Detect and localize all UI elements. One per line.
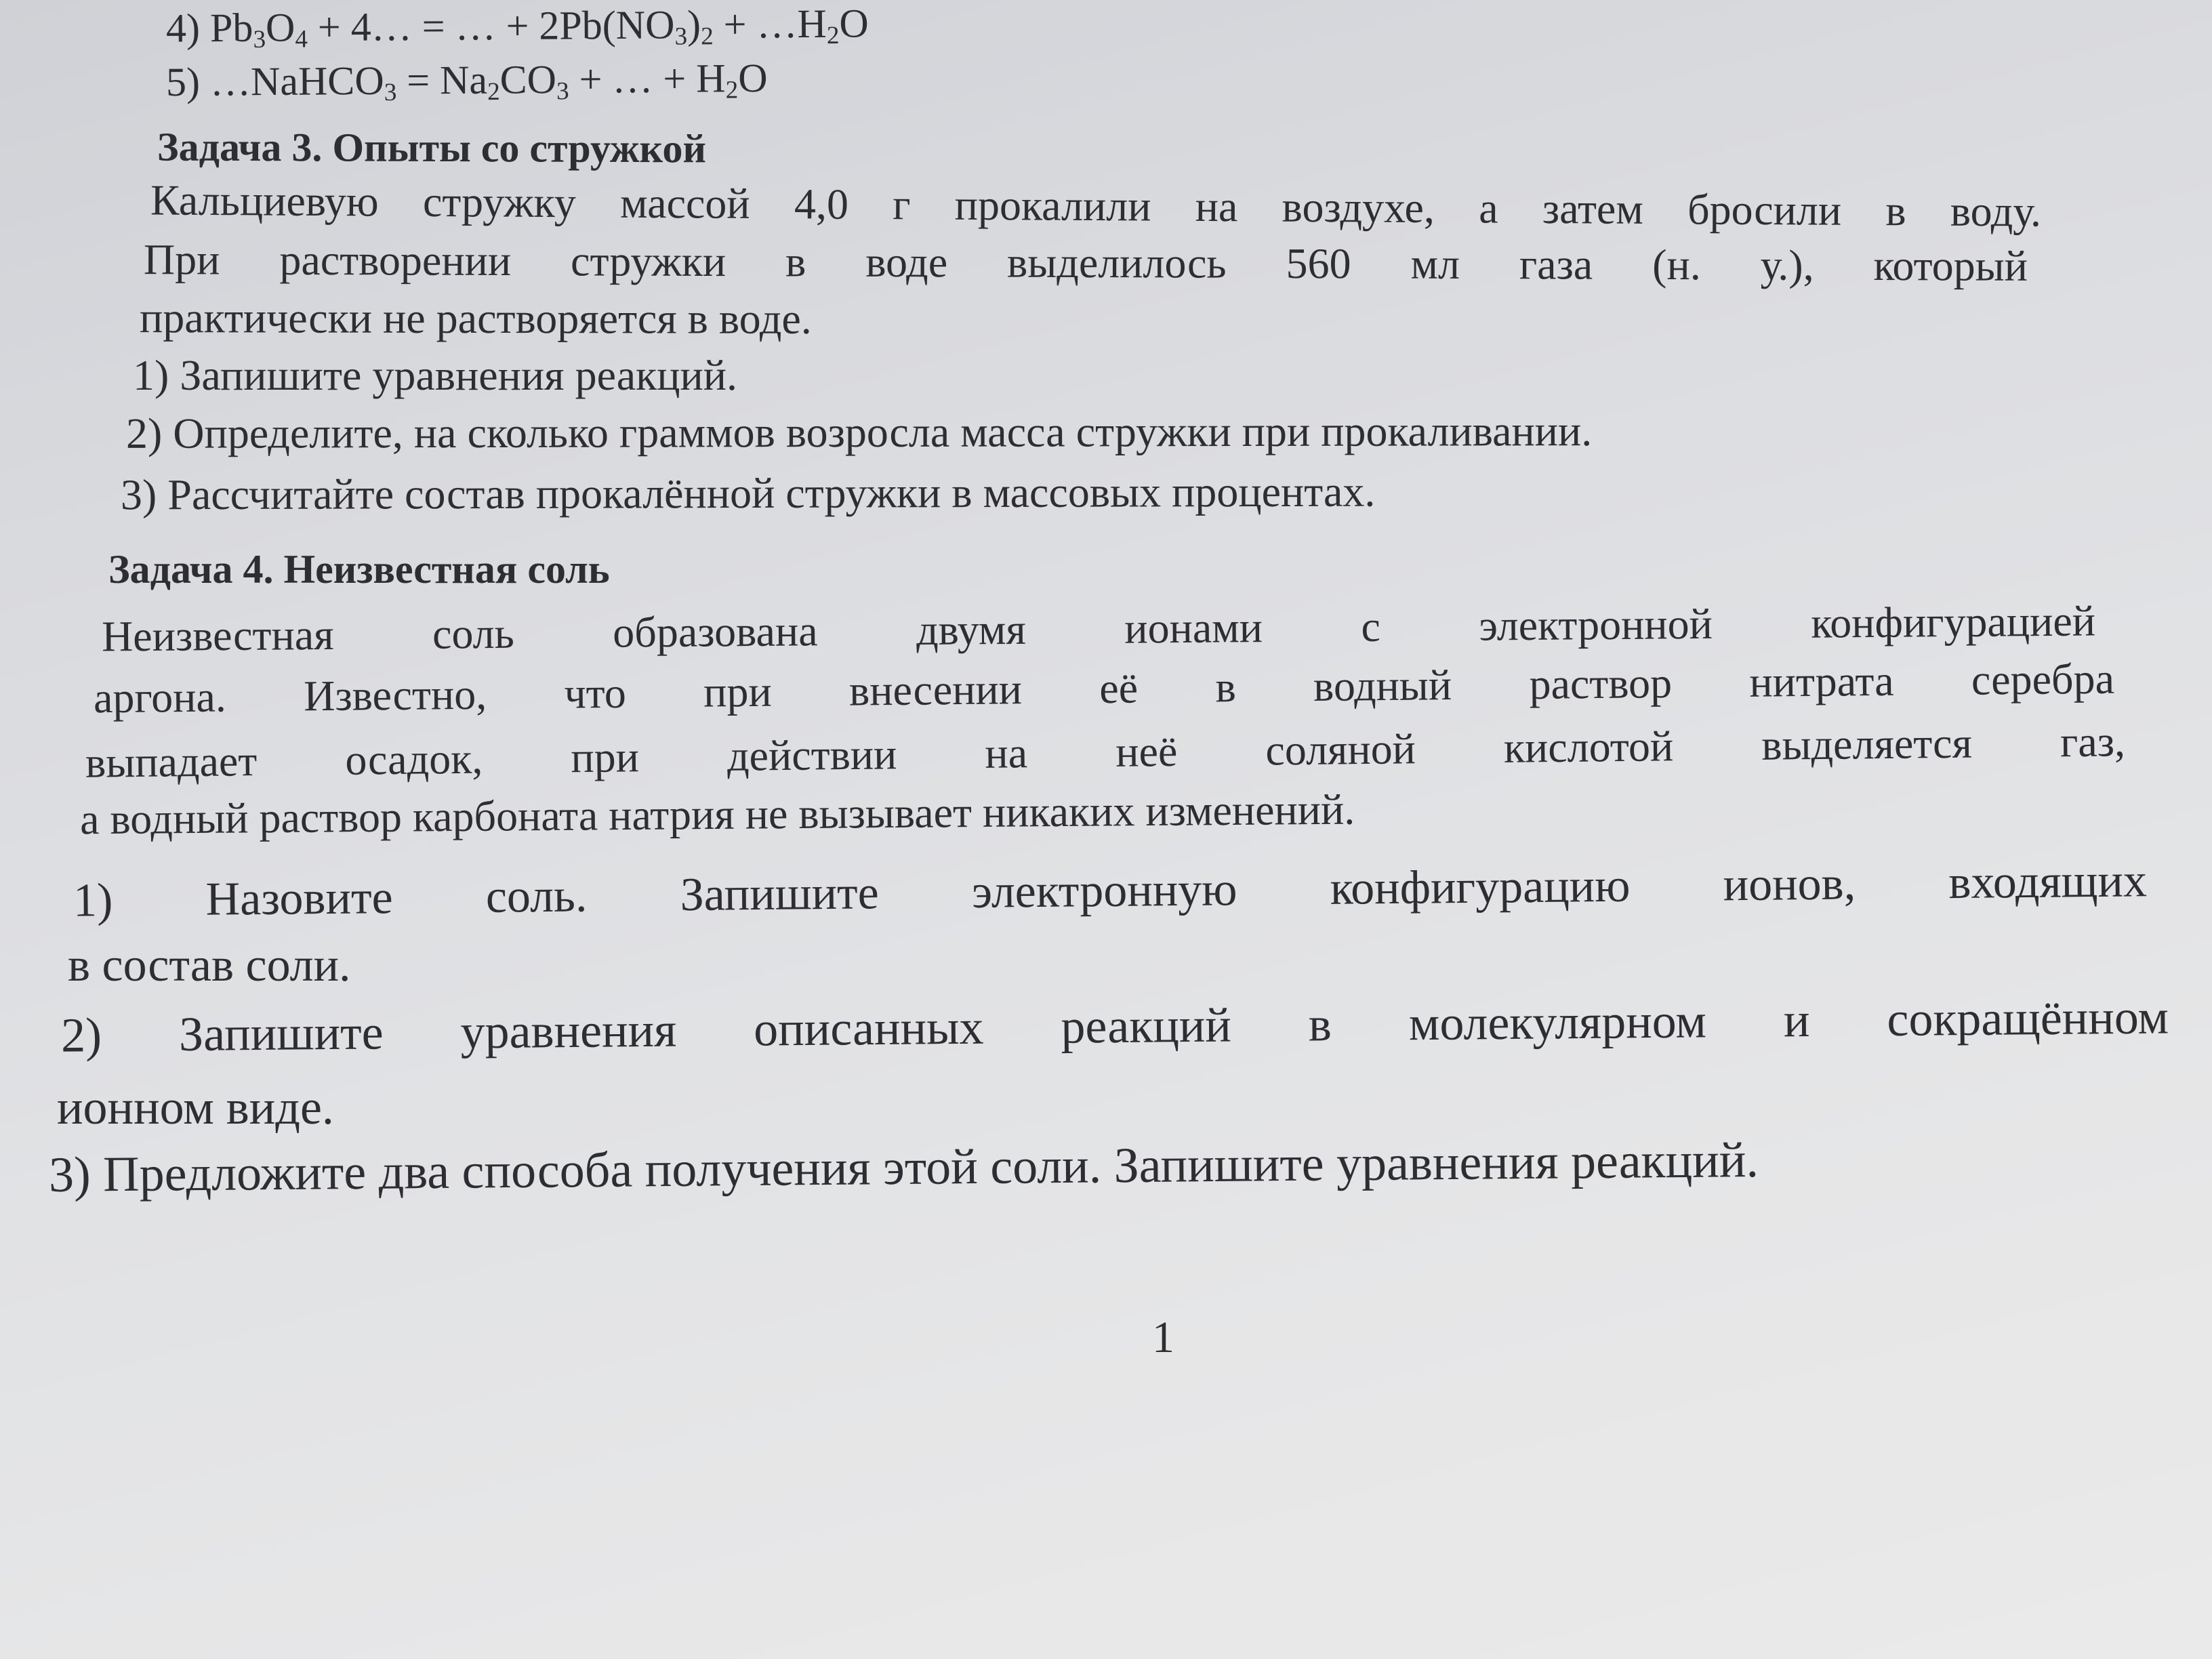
task4-item: 2) Запишите уравнения описанных реакций в молекулярном и сокращённом [60,989,2169,1063]
task4-paragraph-line: а водный раствор карбоната натрия не вызывает никаких изменений. [79,785,1355,844]
task3-item: 1) Запишите уравнения реакций. [133,351,737,399]
equation-number: 5) [165,59,201,105]
task4-item: в состав соли. [68,939,351,991]
task4-paragraph-line: Неизвестная соль образована двумя ионами с электронной конфигурацией [101,596,2096,661]
task3-paragraph-line: При растворении стружки в воде выделилось 560 мл газа (н. у.), который [143,235,2028,290]
task3-item: 3) Рассчитайте состав прокалённой стружки в массовых процентах. [120,467,1376,519]
equation-5: 5) …NaHCO$_3$ = $Na_2CO_3$ + … + $H_2O$ [165,55,768,107]
task4-paragraph-line: аргона. Известно, что при внесении её в водный раствор нитрата серебра [93,654,2115,722]
task4-item: 3) Предложите два способа получения этой соли. Запишите уравнения реакций. [48,1132,1759,1204]
task3-heading: Задача 3. Опыты со стружкой [157,124,707,171]
task3-paragraph-line: практически не растворяется в воде. [139,293,812,343]
task4-paragraph-line: выпадает осадок, при действии на неё соляной кислотой выделяется газ, [85,717,2126,787]
equation-number: 4) [165,5,201,51]
task3-item: 2) Определите, на сколько граммов возросла масса стружки при прокаливании. [125,407,1593,457]
task4-item: 1) Назовите соль. Запишите электронную конфигурацию ионов, входящих [73,855,2148,927]
task4-item: ионном виде. [57,1080,334,1134]
equation-4: 4) $Pb_3O_4$ + 4… = … + $2Pb(NO_3)_2$ + $\dots H_2O$ [165,1,869,54]
task4-heading: Задача 4. Неизвестная соль [108,547,610,592]
task3-paragraph-line: Кальциевую стружку массой 4,0 г прокалили на воздухе, а затем бросили в воду. [150,176,2042,236]
page-number: 1 [1152,1313,1174,1362]
